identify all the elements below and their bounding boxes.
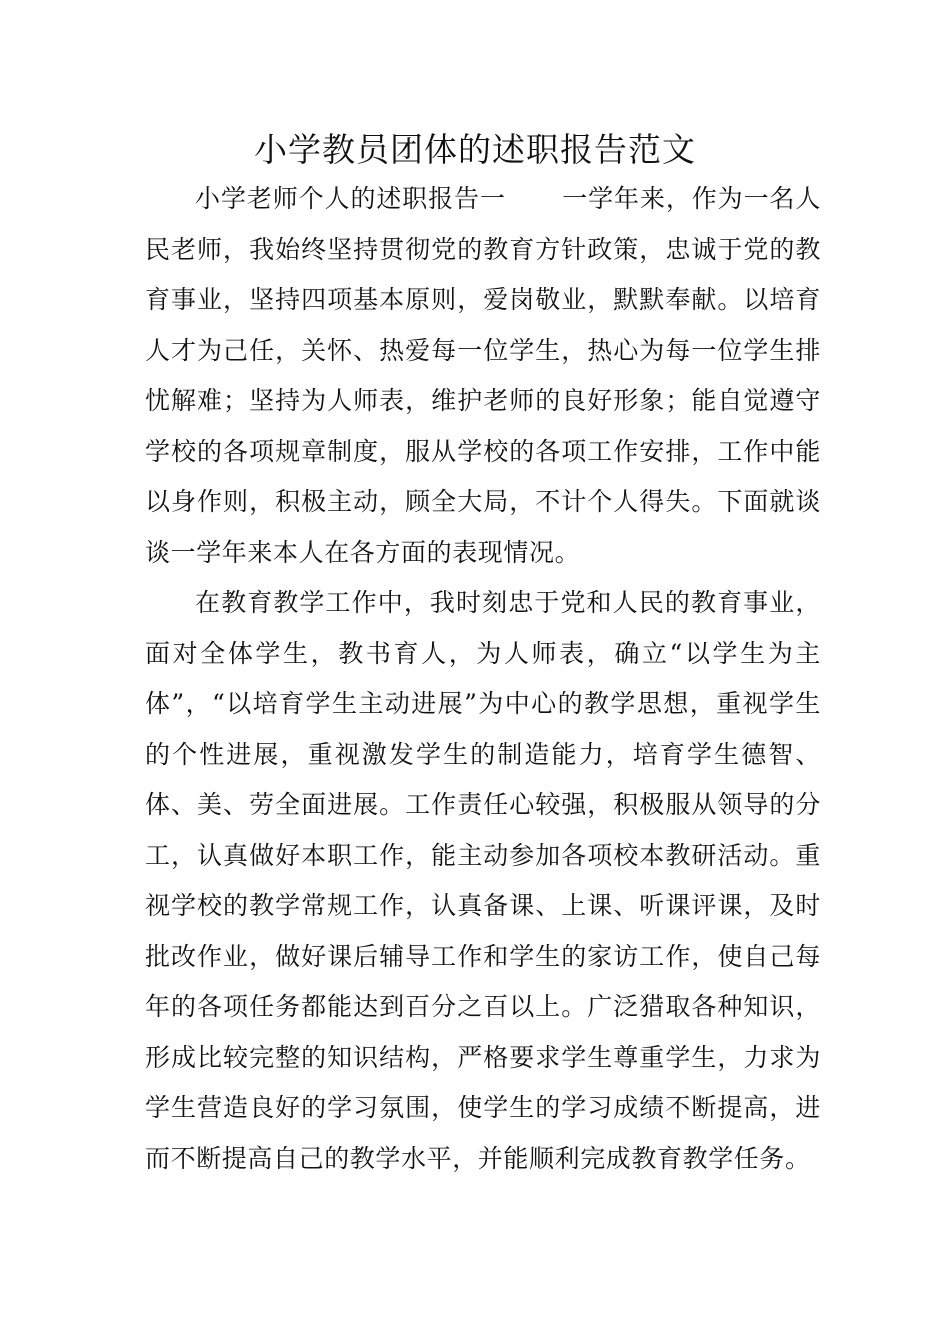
paragraph-1-text: 一学年来，作为一名人民老师，我始终坚持贯彻党的教育方针政策，忠诚于党的教育事业，坚持四项基本原则，爱岗敬业，默默奉献。以培育人才为己任，关怀、热爱每一位学生，热心为每一位学生排忧解难；坚持为人师表，维护老师的良好形象；能自觉遵守学校的各项规章制度，服从学校的各项工作安排，工作中能以身作则，积极主动，顾全大局，不计个人得失。下面就谈谈一学年来本人在各方面的表现情况。 [145,184,821,567]
document-body [145,174,821,1184]
document-title: 小学教员团体的述职报告范文 [254,130,696,169]
paragraph-1-lead: 小学老师个人的述职报告一 [195,184,506,213]
paragraph-1 [145,174,821,578]
paragraph-2 [145,578,821,1184]
paragraph-2-text: 在教育教学工作中，我时刻忠于党和人民的教育事业，面对全体学生，教书育人，为人师表，确立“以学生为主体”，“以培育学生主动进展”为中心的教学思想，重视学生的个性进展，重视激发学生的制造能力，培育学生德智、体、美、劳全面进展。工作责任心较强，积极服从领导的分工，认真做好本职工作，能主动参加各项校本教研活动。重视学校的教学常规工作，认真备课、上课、听课评课，及时批改作业，做好课后辅导工作和学生的家访工作，使自己每年的各项任务都能达到百分之百以上。广泛猎取各种知识，形成比较完整的知识结构，严格要求学生尊重学生，力求为学生营造良好的学习氛围，使学生的学习成绩不断提高，进而不断提高自己的教学水平，并能顺利完成教育教学任务。 [145,588,821,1173]
